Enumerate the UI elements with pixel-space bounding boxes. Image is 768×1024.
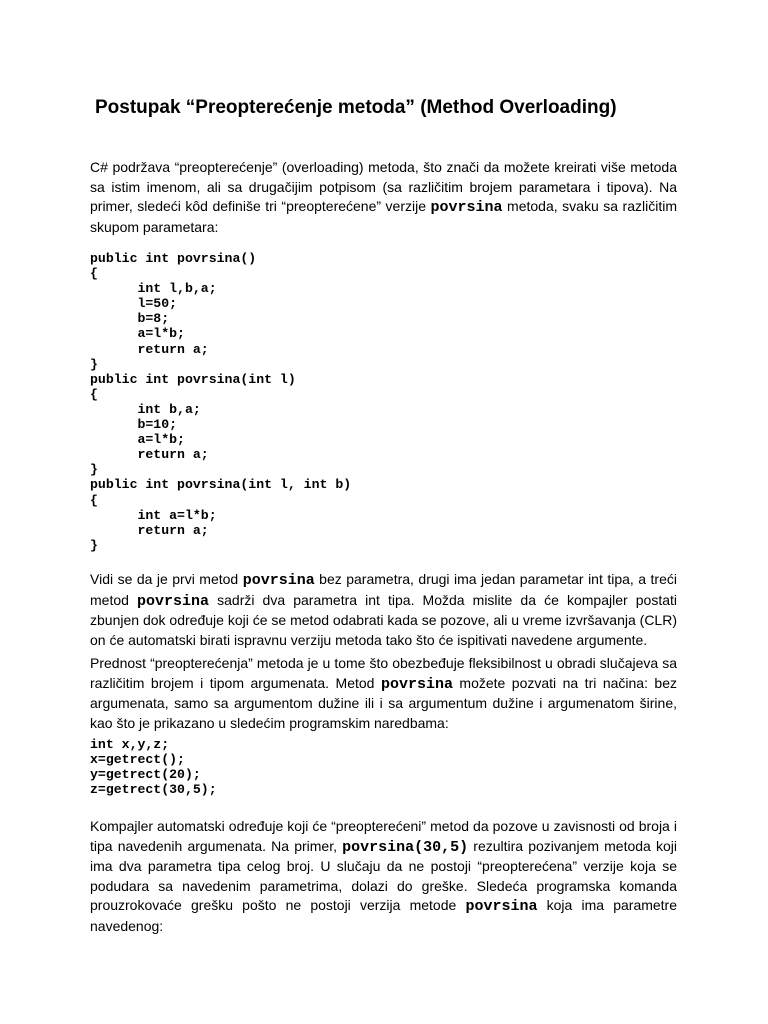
intro-text-1: C# podržava “preopterećenje” (overloading) metoda, što znači da možete kreirati više metoda sa istim imenom, ali sa drugačijim potpisom (sa različitim brojem parametara i tipova). Na primer, sledeći kôd definiše tri “preopterećene” verzije: [90, 159, 677, 214]
explanation-text-1: Vidi se da je prvi metod: [90, 571, 243, 587]
code-line: a=l*b;: [90, 326, 185, 342]
explanation-text-3: sadrži dva parametra int tipa. Možda mislite da će kompajler postati zbunjen dok određuje koji će se metod odabrati kada se pozove, ali u vreme izvršavanja (CLR) on će automatski birati ispravnu verziju metoda tako što će ispitivati navedene argumente.: [90, 591, 677, 648]
code-line: return a;: [90, 522, 209, 538]
paragraph-explanation: [90, 570, 677, 650]
code-line: a=l*b;: [90, 432, 185, 448]
document-title: Postupak “Preopterećenje metoda” (Method Overloading): [95, 97, 617, 118]
paragraph-advantage: [90, 654, 677, 733]
resolution-text-1: Kompajler automatski određuje koji će “preopterećeni” metod da pozove u zavisnosti od broja i tipa navedenih argumenata. Na primer,: [90, 818, 677, 854]
code-line: int b,a;: [90, 401, 201, 417]
code-line: public int povrsina(int l, int b): [90, 477, 352, 493]
explanation-keyword-1: povrsina: [242, 572, 315, 589]
code-line: int l,b,a;: [90, 281, 217, 297]
code-line: return a;: [90, 447, 209, 463]
intro-paragraph: [90, 158, 677, 237]
code-block-overloads: [90, 251, 351, 553]
code-line: int x,y,z;: [90, 737, 170, 752]
intro-keyword: povrsina: [430, 199, 503, 216]
advantage-text-1: Prednost “preopterećenja” metoda je u tome što obezbeđuje fleksibilnost u obradi slučajeva sa različitim brojem i tipom argumenata. Metod: [90, 655, 677, 691]
code-line: int a=l*b;: [90, 507, 217, 523]
code-line: }: [90, 462, 98, 478]
code-line: {: [90, 492, 98, 508]
code-line: public int povrsina(int l): [90, 371, 296, 387]
code-line: l=50;: [90, 296, 178, 312]
resolution-text-3: koja ima parametre navedenog:: [90, 897, 678, 934]
code-line: }: [90, 537, 98, 553]
code-line: x=getrect();: [90, 752, 185, 768]
code-line: {: [90, 266, 98, 282]
code-line: {: [90, 386, 98, 402]
code-line: z=getrect(30,5);: [90, 782, 217, 798]
intro-text-2: metoda, svaku sa različitim skupom parametara:: [90, 198, 677, 235]
code-line: return a;: [90, 341, 209, 357]
code-line: b=8;: [90, 311, 170, 327]
paragraph-resolution: [90, 817, 677, 936]
code-line: b=10;: [90, 417, 178, 433]
code-line: public int povrsina(): [90, 251, 257, 266]
explanation-text-2: bez parametra, drugi ima jedan parametar int tipa, a treći metod: [90, 571, 677, 608]
resolution-keyword-2: povrsina: [465, 898, 538, 915]
advantage-keyword: povrsina: [380, 675, 453, 693]
code-block-calls: [90, 737, 217, 797]
explanation-keyword-2: povrsina: [137, 592, 210, 610]
advantage-text-2: možete pozvati na tri načina: bez argumenata, samo sa argumentom dužine ili i sa argumentum dužine i argumenatom širine, kao što je prikazano u sledećim programskim naredbama:: [90, 674, 678, 731]
resolution-text-2: rezultira pozivanjem metoda koji ima dva parametra tipa celog broj. U slučaju da ne postoji “preopterećena” verzije koja se podudara sa navedenim parametrima, dolazi do greške. Sledeća programska komanda prouzrokovaće grešku pošto ne postoji verzija metode: [90, 837, 677, 913]
code-line: }: [90, 356, 98, 372]
resolution-keyword-1: povrsina(30,5): [342, 838, 469, 856]
code-line: y=getrect(20);: [90, 767, 201, 783]
